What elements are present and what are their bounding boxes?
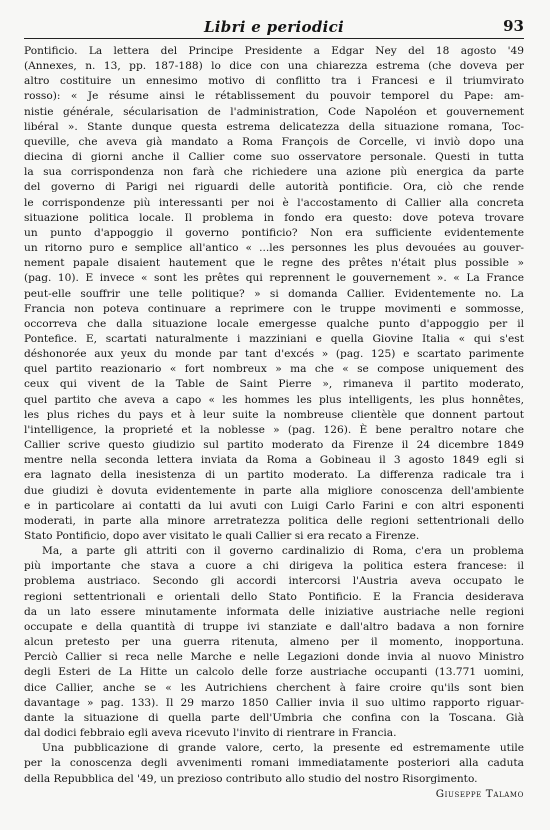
text-line: libéral ». Stante dunque questa estrema delicatezza della situazione romana, Toc- [24,120,524,133]
text-line: nistie générale, sécularisation de l'administration, Code Napoléon et gouvernement [24,105,524,118]
text-line: della Repubblica del '49, un prezioso contributo allo studio del nostro Risorgimento. [24,772,478,785]
text-line: la sua corrispondenza non farà che richiedere una azione più energica da parte [24,166,524,179]
text-line: alcun pretesto per una guerra ritenuta, almeno per il momento, inopportuna. [24,636,524,649]
text-line: rosso): « Je résume ainsi le rétablissement du pouvoir temporel du Pape: am- [24,90,524,103]
page-number: 93 [503,17,524,35]
text-line: (pag. 10). E invece « sont les prêtes qui reprennent le gouvernement ». « La France [24,272,524,285]
text-line: dal dodici febbraio egli aveva ricevuto l'invito di rientrare in Francia. [24,727,397,740]
text-line: le corrispondenze più interessanti per noi è l'accostamento di Callier alla concreta [24,196,524,209]
text-line: l'intelligence, la proprieté et la noblesse » (pag. 126). È bene peraltro notare che [24,423,524,436]
text-line: occorreva che dalla situazione locale emergesse qualche punto d'appoggio per il [24,317,524,330]
text-line: Francia non poteva continuare a reprimere con le truppe movimenti e sommosse, [24,302,524,315]
text-line: Stato Pontificio, dopo aver visitato le quali Callier si era recato a Firenze. [24,530,420,542]
text-line: occupate e della quantità di truppe ivi stanziate e dall'altro badava a non fornire [24,620,524,633]
text-line: moderati, in parte alla minore arretratezza politica delle regioni settentrionali dello [24,514,524,527]
text-line: un ritorno puro e semplice all'antico « ...les personnes les plus devouées au gouver- [24,242,524,255]
text-line: diecina di giorni anche il Callier come suo osservatore personale. Questi in tutta [24,151,524,164]
text-line: les plus riches du pays et à leur suite la nombreuse clientèle que donnent partout [24,408,524,421]
text-line: da un lato essere minutamente informata delle iniziative austriache nelle regioni [24,605,524,618]
text-line: dante la situazione di quella parte dell'Umbria che confina con la Toscana. Già [24,711,524,724]
text-line: per la conoscenza degli avvenimenti romani immediatamente posteriori alla caduta [24,757,524,770]
text-line: altro costituire un ennesimo motivo di conflitto tra i Francesi e il triumvirato [24,75,524,88]
text-line: Callier scrive questo giudizio sul partito moderato da Firenze il 24 dicembre 1849 [24,439,524,452]
text-line: era lagnato della inesistenza di un partito moderato. La differenza radicale tra i [24,469,524,482]
text-line: nement papale disaient hautement que le regne des prêtes n'était plus possible » [24,257,524,270]
text-line: mentre nella seconda lettera inviata da Roma a Gobineau il 3 agosto 1849 egli si [24,454,524,467]
text-line: peut-elle souffrir une telle politique? » si domanda Callier. Evidentemente no. La [24,287,524,300]
text-line: regioni settentrionali e orientali dello Stato Pontificio. E la Francia desiderava [24,590,524,603]
paragraph-2 [24,544,524,741]
paragraph-3 [24,741,524,786]
text-line: ceux qui vivent de la Table de Saint Pierre », rimaneva il partito moderato, [24,378,524,391]
text-line: due giudizi è dovuta evidentemente in parte alla migliore conoscenza dell'ambiente [24,484,524,497]
text-line: e in particolare ai contatti da lui avuti con Luigi Carlo Farini e con altri esponenti [24,499,524,512]
text-line: quel partito reazionario « fort nombreux » ma che « se compose uniquement des [24,363,524,376]
author-signature: Giuseppe Talamo [435,787,524,800]
article-body [24,44,524,800]
text-line: Ma, a parte gli attriti con il governo cardinalizio di Roma, c'era un problema [42,545,524,558]
text-line: situazione politica locale. Il problema in fondo era questo: dove poteva trovare [24,211,524,224]
text-line: davantage » pag. 133). Il 29 marzo 1850 Callier invia il suo ultimo rapporto riguar- [24,696,524,709]
text-line: Pontefice. E, scartati naturalmente i mazziniani e quella Giovine Italia « qui s'est [24,332,524,345]
text-line: più importante che stava a cuore a chi dirigeva la politica estera francese: il [24,560,524,573]
text-line: Una pubblicazione di grande valore, certo, la presente ed estremamente utile [42,742,524,755]
text-line: quel partito che aveva a capo « les hommes les plus intelligents, les plus honnêtes, [24,393,524,406]
paragraph-1 [24,44,524,544]
text-line: degli Esteri de La Hitte un calcolo delle forze austriache occupanti (13.771 uomini, [24,666,524,679]
text-line: (Annexes, n. 13, pp. 187-188) lo dice con una chiarezza estrema (che doveva per [24,60,524,73]
text-line: problema austriaco. Secondo gli accordi intercorsi l'Austria aveva occupato le [24,575,524,588]
text-line: dice Callier, anche se « les Autrichiens cherchent à faire croire qu'ils sont bien [24,681,524,694]
page-header [24,18,524,39]
text-line: queville, che aveva già mandato a Roma François de Corcelle, vi inviò dopo una [24,135,524,148]
text-line: Pontificio. La lettera del Principe Presidente a Edgar Ney del 18 agosto '49 [24,45,524,57]
text-line: del governo di Parigi nei riguardi delle autorità pontificie. Ora, ciò che rende [24,181,524,194]
text-line: déshonorée aux yeux du monde par tant d'excés » (pag. 125) e scartato parimente [24,348,524,361]
text-line: Perciò Callier si reca nelle Marche e nelle Legazioni donde invia al nuovo Ministro [24,651,524,664]
running-title: Libri e periodici [203,18,345,36]
text-line: un punto d'appoggio il governo pontificio? Non era sufficiente evidentemente [24,226,524,239]
